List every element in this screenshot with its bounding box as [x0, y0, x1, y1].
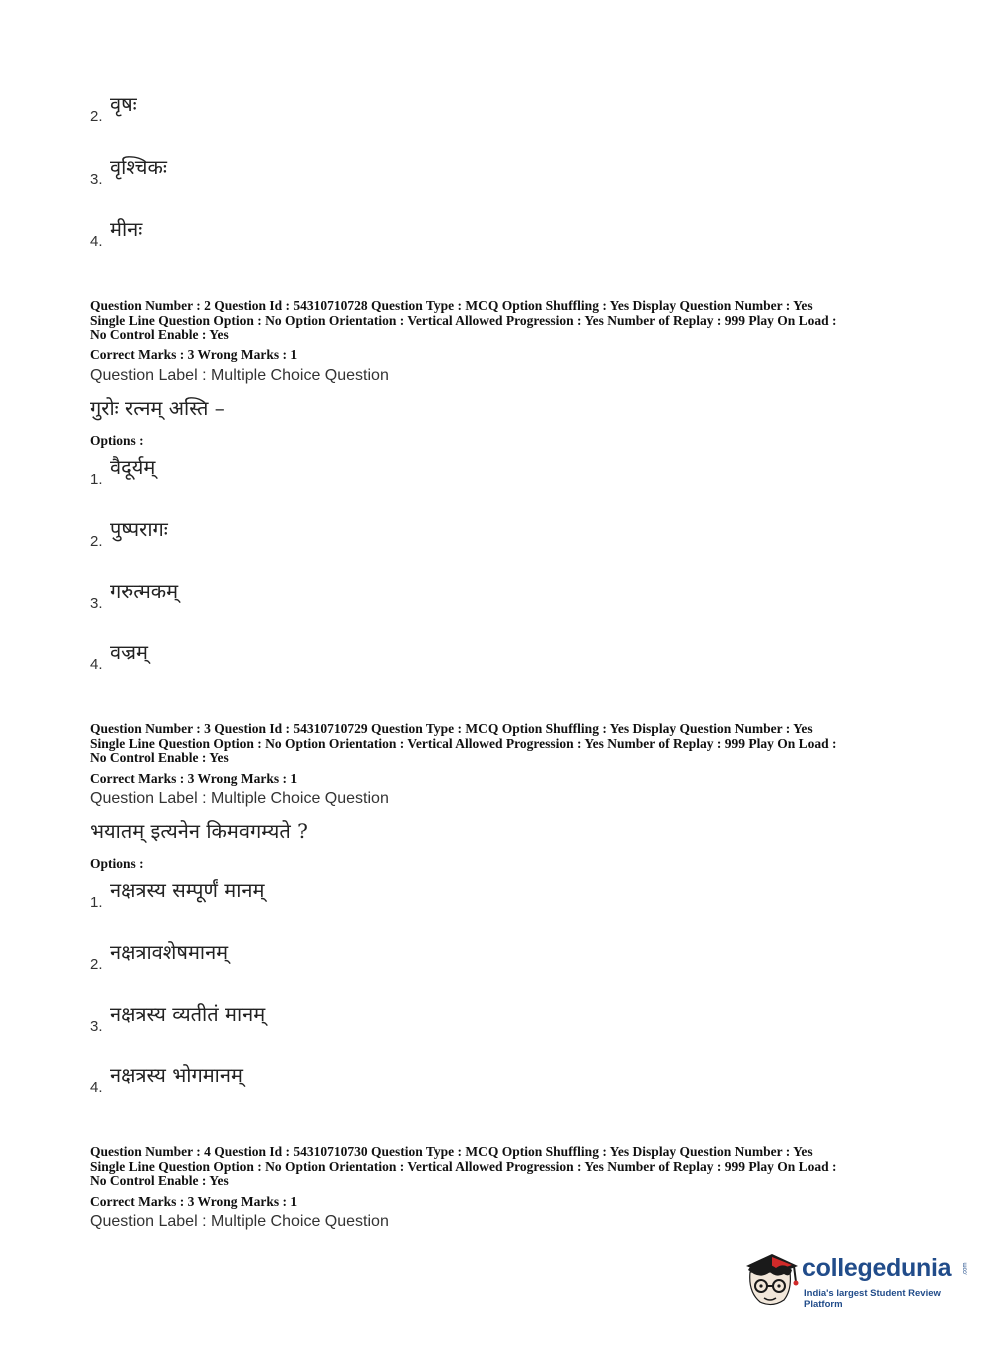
- logo-tagline: India's largest Student Review Platform: [804, 1288, 941, 1310]
- option-number: 4.: [90, 233, 103, 250]
- meta-line: No Control Enable : Yes: [90, 1173, 229, 1189]
- collegedunia-logo: [742, 1248, 972, 1310]
- option-text: गरुत्मकम्: [110, 579, 179, 603]
- option-item: [90, 517, 168, 552]
- option-text: वृषः: [110, 92, 137, 116]
- meta-line: Single Line Question Option : No Option Orientation : Vertical Allowed Progression : Yes Number of Replay : 999 Play On Load :: [90, 1158, 837, 1174]
- option-number: 1.: [90, 894, 103, 911]
- option-number: 2.: [90, 533, 103, 550]
- option-number: 2.: [90, 956, 103, 973]
- question-marks: Correct Marks : 3 Wrong Marks : 1: [90, 347, 298, 362]
- option-text: मीनः: [110, 217, 143, 241]
- option-number: 4.: [90, 1079, 103, 1096]
- option-item: [90, 455, 156, 490]
- meta-line: Question Number : 4 Question Id : 54310710730 Question Type : MCQ Option Shuffling : Yes Display Question Number : Yes: [90, 1144, 813, 1159]
- logo-suffix: .com: [962, 1262, 969, 1276]
- meta-line: Single Line Question Option : No Option Orientation : Vertical Allowed Progression : Yes Number of Replay : 999 Play On Load :: [90, 312, 837, 328]
- options-heading: Options :: [90, 433, 144, 448]
- meta-line: Single Line Question Option : No Option Orientation : Vertical Allowed Progression : Yes Number of Replay : 999 Play On Load :: [90, 735, 837, 751]
- option-number: 3.: [90, 595, 103, 612]
- options-heading: Options :: [90, 856, 144, 871]
- option-text: वज्रम्: [110, 640, 149, 664]
- question-meta: [90, 1145, 920, 1189]
- option-text: वैदूर्यम्: [110, 455, 156, 479]
- option-item: [90, 640, 149, 675]
- option-text: पुष्परागः: [110, 517, 168, 541]
- meta-line: Question Number : 2 Question Id : 54310710728 Question Type : MCQ Option Shuffling : Yes Display Question Number : Yes: [90, 298, 813, 313]
- mascot-icon: [742, 1248, 802, 1310]
- option-number: 2.: [90, 108, 103, 125]
- option-item: [90, 92, 137, 127]
- option-text: नक्षत्रावशेषमानम्: [110, 940, 229, 964]
- option-item: [90, 940, 229, 975]
- question-text: गुरोः रत्नम् अस्ति –: [90, 396, 225, 420]
- option-text: नक्षत्रस्य भोगमानम्: [110, 1063, 243, 1087]
- question-meta: [90, 299, 920, 343]
- meta-line: No Control Enable : Yes: [90, 750, 229, 766]
- option-text: नक्षत्रस्य सम्पूर्णं मानम्: [110, 878, 265, 902]
- option-text: वृश्चिकः: [110, 155, 167, 179]
- option-item: [90, 155, 167, 190]
- meta-line: Question Number : 3 Question Id : 54310710729 Question Type : MCQ Option Shuffling : Yes Display Question Number : Yes: [90, 721, 813, 736]
- meta-line: No Control Enable : Yes: [90, 327, 229, 343]
- option-number: 3.: [90, 1018, 103, 1035]
- question-text: भयातम् इत्यनेन किमवगम्यते ?: [90, 819, 308, 843]
- question-marks: Correct Marks : 3 Wrong Marks : 1: [90, 1194, 298, 1209]
- option-item: [90, 579, 179, 614]
- question-label: Question Label : Multiple Choice Question: [90, 1213, 389, 1230]
- question-label: Question Label : Multiple Choice Question: [90, 367, 389, 384]
- option-number: 4.: [90, 656, 103, 673]
- option-item: [90, 1063, 243, 1098]
- option-number: 1.: [90, 471, 103, 488]
- option-item: [90, 1002, 266, 1037]
- option-item: [90, 878, 265, 913]
- option-number: 3.: [90, 171, 103, 188]
- option-item: [90, 217, 143, 252]
- question-meta: [90, 722, 920, 766]
- question-marks: Correct Marks : 3 Wrong Marks : 1: [90, 771, 298, 786]
- logo-brand-text: collegedunia: [802, 1254, 952, 1282]
- question-label: Question Label : Multiple Choice Question: [90, 790, 389, 807]
- option-text: नक्षत्रस्य व्यतीतं मानम्: [110, 1002, 266, 1026]
